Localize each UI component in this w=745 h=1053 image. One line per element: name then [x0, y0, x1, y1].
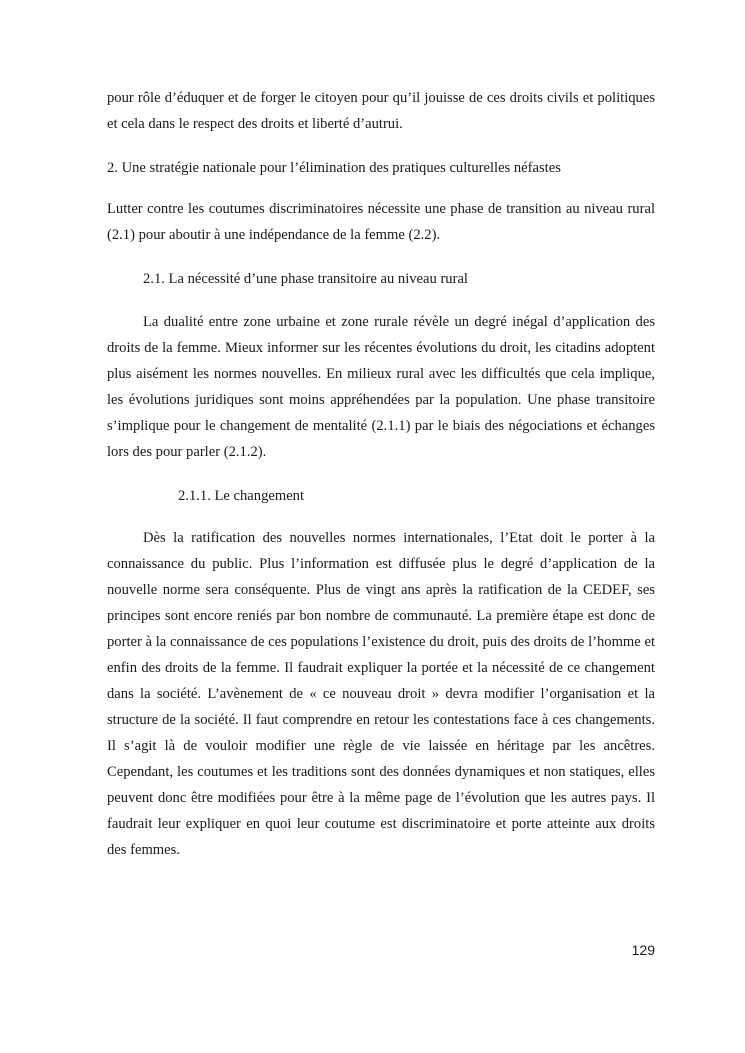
paragraph-continuation: pour rôle d’éduquer et de forger le citoyen pour qu’il jouisse de ces droits civils et politiques et cela dans le respect des droits et liberté d’autrui.	[107, 90, 655, 132]
section-2-1-1-heading: 2.1.1. Le changement	[178, 488, 305, 504]
paragraph-intro: Lutter contre les coutumes discriminatoires nécessite une phase de transition au niveau rural (2.1) pour aboutir à une indépendance de la femme (2.2).	[107, 201, 655, 243]
section-2-1-heading: 2.1. La nécessité d’une phase transitoire au niveau rural	[143, 271, 468, 287]
page-number: 129	[631, 942, 655, 958]
paragraph-dualite: La dualité entre zone urbaine et zone rurale révèle un degré inégal d’application des droits de la femme. Mieux informer sur les récentes évolutions du droit, les citadins adoptent plus aisément les normes nouvelles. En milieux rural avec les difficultés que cela implique, les évolutions juridiques sont moins appréhendées par la population. Une phase transitoire s’implique pour le changement de mentalité (2.1.1) par le biais des négociations et échanges lors des pour parler (2.1.2).	[107, 314, 655, 460]
paragraph-ratification: Dès la ratification des nouvelles normes internationales, l’Etat doit le porter à la connaissance du public. Plus l’information est diffusée plus le degré d’application de la nouvelle norme sera conséquente. Plus de vingt ans après la ratification de la CEDEF, ses principes sont encore reniés par bon nombre de communauté. La première étape est donc de porter à la connaissance de ces populations l’existence du droit, puis des droits de l’homme et enfin des droits de la femme. Il faudrait expliquer la portée et la nécessité de ce changement dans la société. L’avènement de « ce nouveau droit » devra modifier l’organisation et la structure de la société. Il faut comprendre en retour les contestations face à ces changements. Il s’agit là de vouloir modifier une règle de vie laissée en héritage par les ancêtres. Cependant, les coutumes et les traditions sont des données dynamiques et non statiques, elles peuvent donc être modifiées pour être à la même page de l’évolution que les autres pays. Il faudrait leur expliquer en quoi leur coutume est discriminatoire et porte atteinte aux droits des femmes.	[107, 530, 655, 858]
section-2-heading: 2. Une stratégie nationale pour l’élimination des pratiques culturelles néfastes	[107, 160, 561, 176]
